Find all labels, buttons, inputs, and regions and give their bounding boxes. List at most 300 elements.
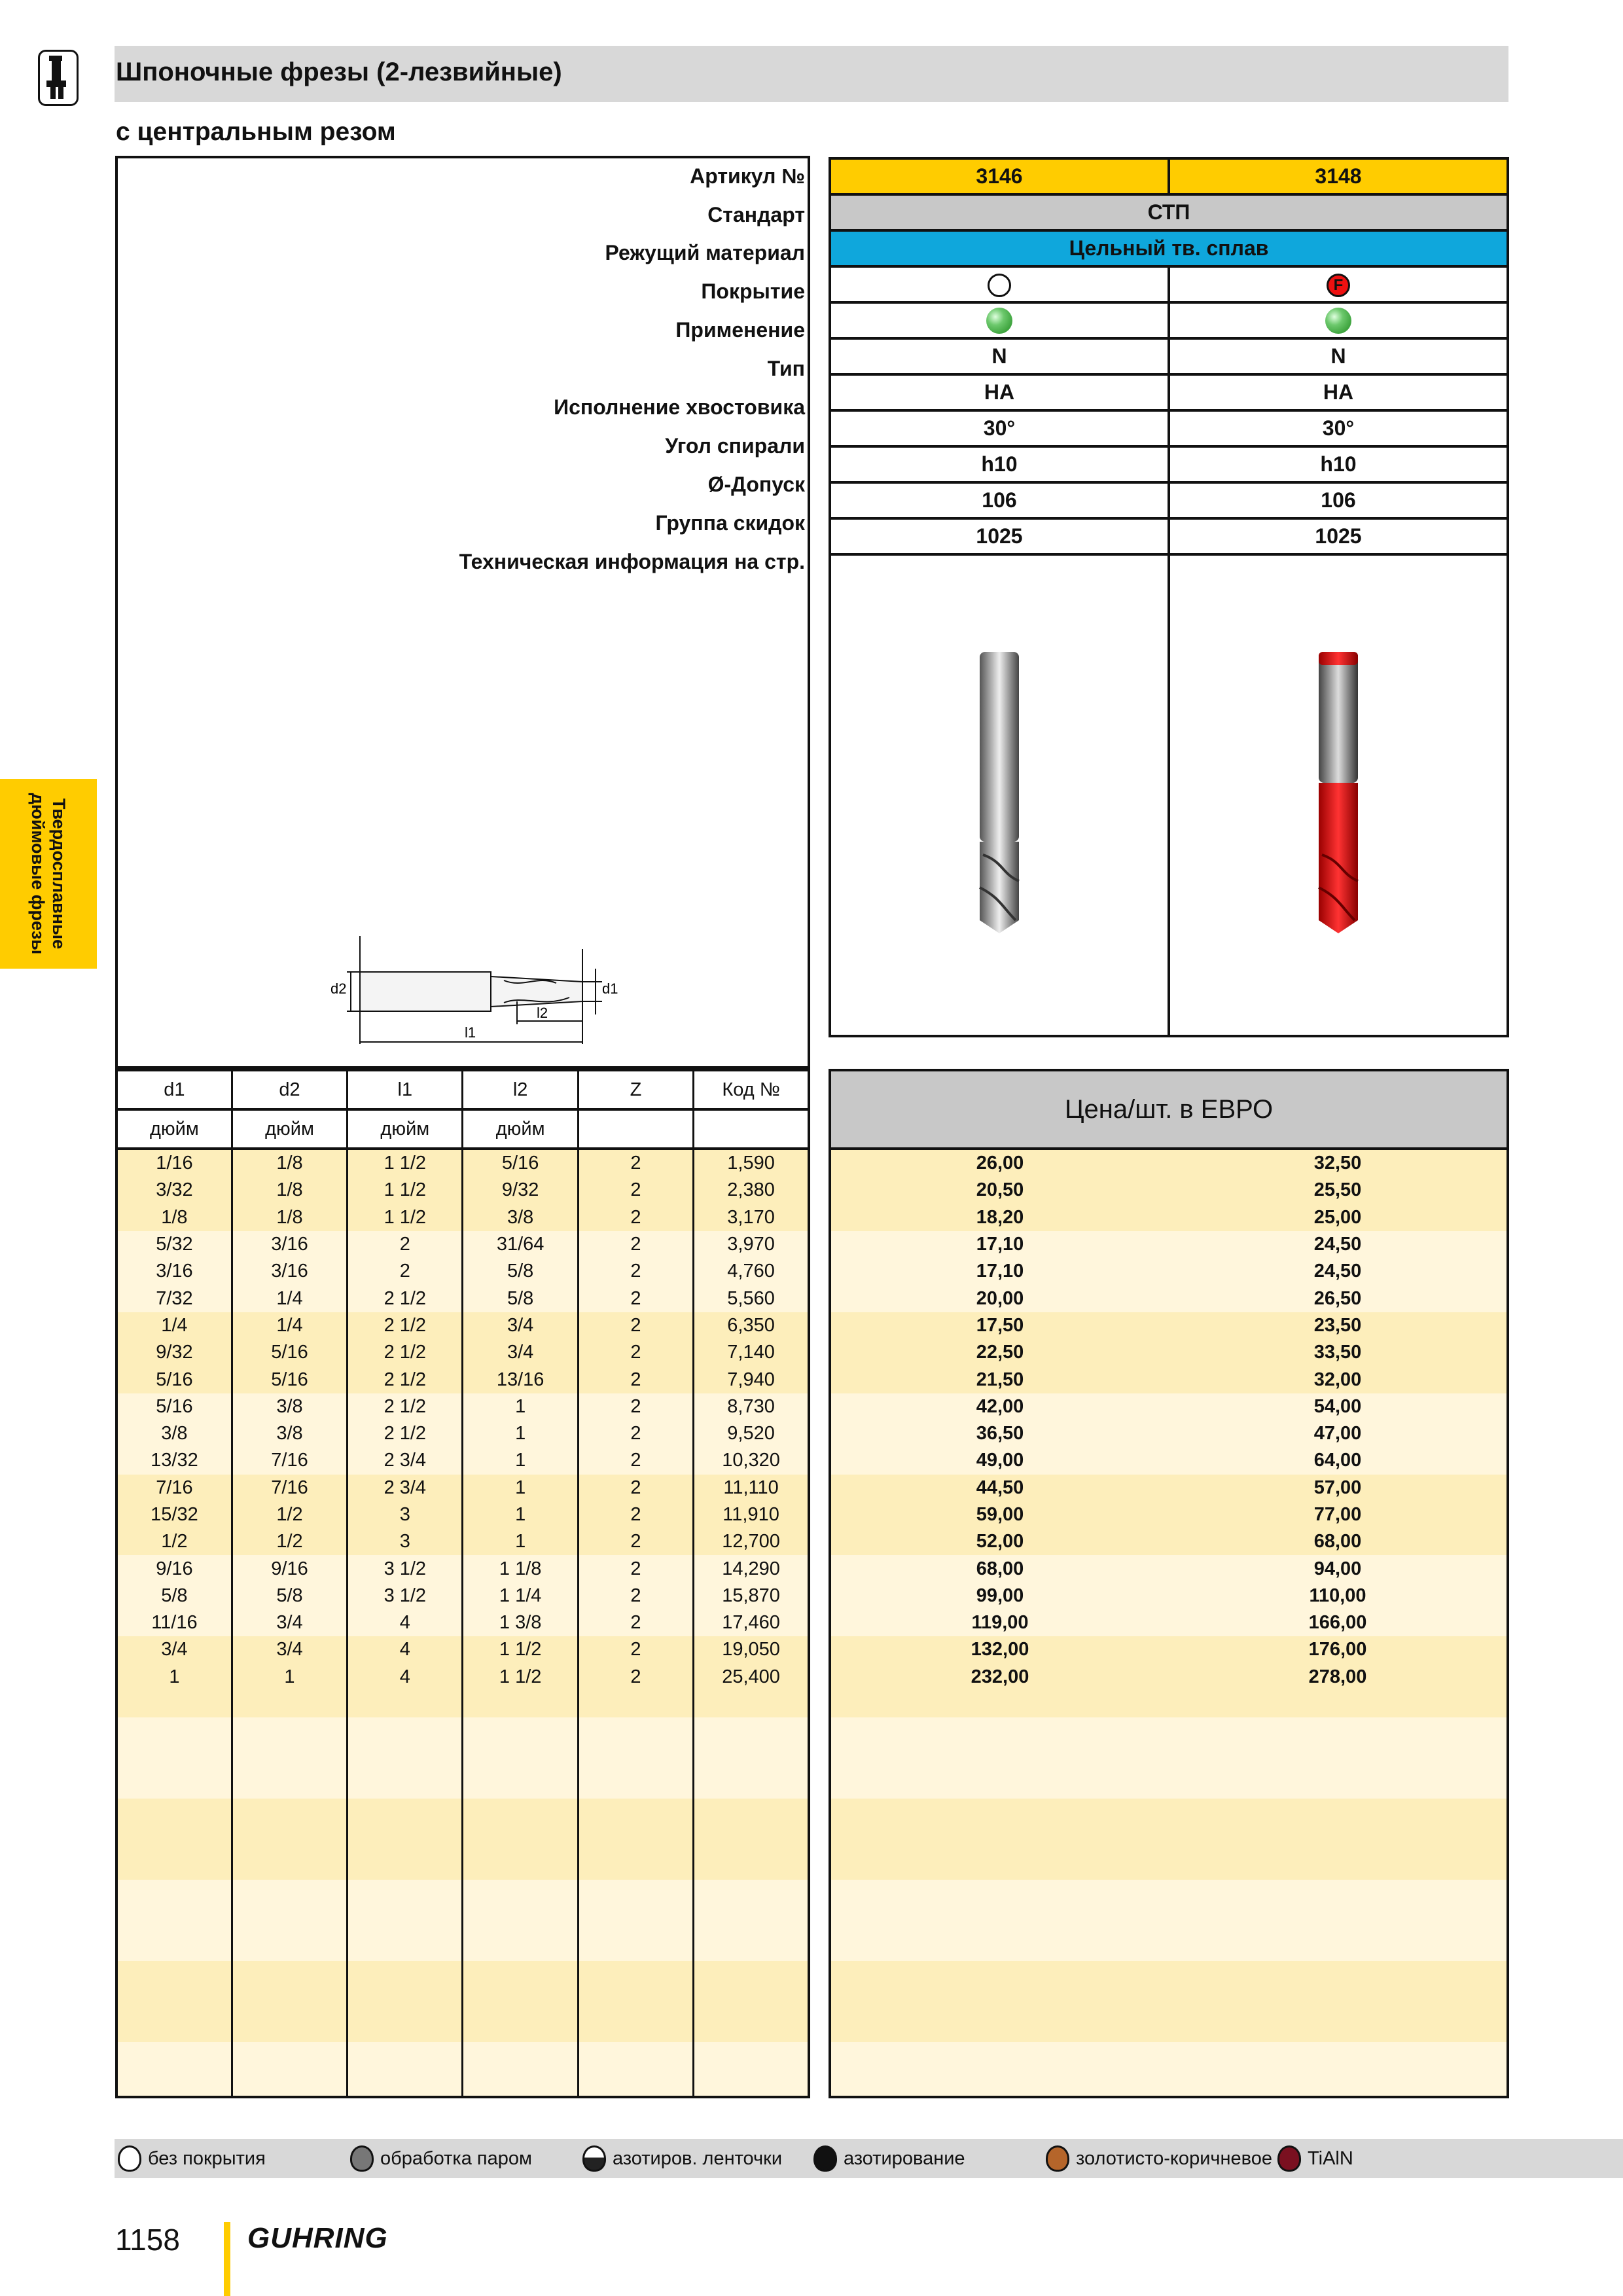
price-row (830, 1366, 1508, 1393)
price-cell (830, 1799, 1169, 1825)
price-cell: 176,00 (1169, 1636, 1508, 1663)
table-cell (116, 1880, 232, 1907)
table-cell: 12,700 (694, 1528, 809, 1555)
table-cell: 2 (578, 1231, 693, 1258)
price-cell: 26,50 (1169, 1285, 1508, 1312)
table-cell (116, 1907, 232, 1933)
table-cell: 3/4 (116, 1636, 232, 1663)
price-cell (1169, 2069, 1508, 2097)
tolerance-value: h10 (1169, 446, 1508, 482)
table-cell (578, 1853, 693, 1880)
table-cell (578, 1961, 693, 1988)
table-cell (232, 1717, 347, 1744)
table-cell (232, 1934, 347, 1961)
table-cell (116, 2069, 232, 2097)
table-cell: 3,170 (694, 1204, 809, 1231)
price-cell: 278,00 (1169, 1664, 1508, 1691)
price-cell (1169, 1988, 1508, 2015)
price-cell: 59,00 (830, 1501, 1169, 1528)
table-row (116, 1745, 809, 1772)
price-cell (830, 1691, 1169, 1717)
table-cell (232, 1772, 347, 1799)
table-cell (348, 1880, 463, 1907)
price-table (829, 1069, 1509, 2098)
table-cell (694, 1934, 809, 1961)
price-row (830, 1231, 1508, 1258)
price-cell: 17,10 (830, 1258, 1169, 1285)
table-cell: 2 1/2 (348, 1366, 463, 1393)
price-cell: 33,50 (1169, 1339, 1508, 1366)
table-cell: 5/8 (463, 1285, 578, 1312)
table-row (116, 1258, 809, 1285)
table-row (116, 1988, 809, 2015)
table-cell (116, 1691, 232, 1717)
table-cell: 3/8 (463, 1204, 578, 1231)
table-cell: 1 (463, 1393, 578, 1420)
table-cell (463, 1825, 578, 1852)
table-cell: 1 (116, 1664, 232, 1691)
table-cell (232, 1745, 347, 1772)
price-row (830, 1636, 1508, 1663)
table-cell (578, 1880, 693, 1907)
table-row (116, 1853, 809, 1880)
price-cell (1169, 1772, 1508, 1799)
table-cell: 1 (232, 1664, 347, 1691)
price-cell: 24,50 (1169, 1258, 1508, 1285)
price-cell: 99,00 (830, 1583, 1169, 1609)
table-cell: 1/2 (232, 1501, 347, 1528)
table-cell: 3/4 (463, 1339, 578, 1366)
price-cell (1169, 1880, 1508, 1907)
table-cell: 2 (578, 1555, 693, 1582)
table-cell: 3/16 (116, 1258, 232, 1285)
table-cell: 3/8 (232, 1393, 347, 1420)
label-d2: d2 (330, 980, 347, 997)
table-cell: 2 3/4 (348, 1475, 463, 1501)
price-row (830, 1583, 1508, 1609)
table-cell: 5/16 (116, 1393, 232, 1420)
table-cell: 2 (578, 1366, 693, 1393)
price-row (830, 1664, 1508, 1691)
table-cell (463, 1988, 578, 2015)
legend-item: золотисто-коричневое (1046, 2145, 1272, 2172)
label-l2: l2 (537, 1005, 548, 1021)
table-cell: 17,460 (694, 1609, 809, 1636)
table-cell (232, 1799, 347, 1825)
table-cell (694, 1799, 809, 1825)
table-cell: 2 (578, 1393, 693, 1420)
product-image-row (830, 554, 1508, 1036)
dimensions-header-row (116, 1070, 809, 1109)
section-side-tab-label: Твердосплавные дюймовые фрезы (28, 793, 69, 955)
table-cell (232, 1880, 347, 1907)
table-cell: 1/8 (232, 1149, 347, 1177)
price-row (830, 1528, 1508, 1555)
spec-label-type: Тип (767, 357, 805, 380)
table-cell (694, 1825, 809, 1852)
table-cell (578, 1745, 693, 1772)
table-cell: 3/8 (116, 1420, 232, 1447)
table-cell: 2 (578, 1664, 693, 1691)
price-cell (1169, 1907, 1508, 1933)
table-cell: 19,050 (694, 1636, 809, 1663)
table-row (116, 1475, 809, 1501)
table-cell (463, 1853, 578, 1880)
table-cell: 1 (463, 1475, 578, 1501)
price-header-row (830, 1070, 1508, 1149)
table-cell (232, 1825, 347, 1852)
table-cell: 11,110 (694, 1475, 809, 1501)
spec-label-discount: Группа скидок (655, 511, 805, 535)
table-cell: 1/2 (116, 1528, 232, 1555)
price-cell (1169, 1934, 1508, 1961)
table-cell: 1 (463, 1528, 578, 1555)
table-cell: 2 1/2 (348, 1420, 463, 1447)
table-row (116, 1149, 809, 1177)
table-row (116, 1880, 809, 1907)
table-cell: 14,290 (694, 1555, 809, 1582)
table-cell (348, 1799, 463, 1825)
price-cell: 23,50 (1169, 1312, 1508, 1339)
price-cell (1169, 1799, 1508, 1825)
coating-f-icon: F (1327, 274, 1350, 297)
table-cell (348, 1691, 463, 1717)
table-cell: 11/16 (116, 1609, 232, 1636)
shank-value: HA (1169, 374, 1508, 410)
price-row (830, 1501, 1508, 1528)
price-cell: 25,50 (1169, 1177, 1508, 1204)
price-row (830, 1880, 1508, 1907)
price-cell: 52,00 (830, 1528, 1169, 1555)
price-cell (830, 1853, 1169, 1880)
table-cell: 2 (578, 1609, 693, 1636)
price-row (830, 1745, 1508, 1772)
table-cell (463, 2015, 578, 2042)
shank-row (830, 374, 1508, 410)
table-cell: 5/16 (232, 1366, 347, 1393)
price-cell (1169, 1691, 1508, 1717)
price-row (830, 2015, 1508, 2042)
table-row (116, 1609, 809, 1636)
table-cell: 9/16 (232, 1555, 347, 1582)
price-cell: 26,00 (830, 1149, 1169, 1177)
price-cell (830, 1825, 1169, 1852)
price-cell: 68,00 (1169, 1528, 1508, 1555)
spec-label-application: Применение (675, 318, 805, 342)
price-cell: 77,00 (1169, 1501, 1508, 1528)
table-cell (232, 2015, 347, 2042)
table-cell: 2 (578, 1475, 693, 1501)
spec-label-article: Артикул № (690, 164, 805, 188)
table-cell: 3/32 (116, 1177, 232, 1204)
column-header: d1 (116, 1070, 232, 1109)
price-row (830, 1961, 1508, 1988)
spec-label-tolerance: Ø-Допуск (707, 473, 805, 496)
no-coating-icon (118, 2145, 141, 2172)
table-cell: 3/16 (232, 1231, 347, 1258)
table-cell: 3,970 (694, 1231, 809, 1258)
table-cell: 6,350 (694, 1312, 809, 1339)
table-cell (116, 1961, 232, 1988)
price-row (830, 1825, 1508, 1852)
price-cell (830, 2042, 1169, 2069)
price-cell: 25,00 (1169, 1204, 1508, 1231)
legend-item: азотирование (813, 2145, 965, 2172)
table-cell: 2 1/2 (348, 1339, 463, 1366)
price-row (830, 1988, 1508, 2015)
table-cell (578, 2042, 693, 2069)
table-cell: 2 1/2 (348, 1285, 463, 1312)
table-cell: 2 (578, 1204, 693, 1231)
table-cell: 5/16 (463, 1149, 578, 1177)
table-cell (348, 1717, 463, 1744)
label-l1: l1 (465, 1024, 476, 1041)
steam-treatment-icon (350, 2145, 374, 2172)
table-cell: 2 (578, 1583, 693, 1609)
table-cell: 9,520 (694, 1420, 809, 1447)
price-cell: 132,00 (830, 1636, 1169, 1663)
table-cell: 25,400 (694, 1664, 809, 1691)
discount-row (830, 482, 1508, 518)
page-title: Шпоночные фрезы (2-лезвийные) (116, 58, 562, 86)
table-row (116, 1907, 809, 1933)
table-cell: 2 (578, 1501, 693, 1528)
legend-item: обработка паром (350, 2145, 532, 2172)
helix-value: 30° (1169, 410, 1508, 446)
table-cell: 1 1/8 (463, 1555, 578, 1582)
table-cell: 1 (463, 1501, 578, 1528)
table-cell (694, 1691, 809, 1717)
table-row (116, 1934, 809, 1961)
price-row (830, 1555, 1508, 1582)
price-row (830, 1312, 1508, 1339)
price-cell (830, 1961, 1169, 1988)
unit-label: дюйм (116, 1109, 232, 1149)
table-row (116, 1339, 809, 1366)
price-row (830, 1934, 1508, 1961)
price-cell (1169, 2015, 1508, 2042)
table-cell: 2 3/4 (348, 1447, 463, 1474)
table-cell: 1/8 (232, 1177, 347, 1204)
price-cell: 17,50 (830, 1312, 1169, 1339)
table-cell: 5/8 (463, 1258, 578, 1285)
table-cell (116, 1799, 232, 1825)
table-cell (694, 1853, 809, 1880)
table-cell (463, 1880, 578, 1907)
spec-label-tech-page: Техническая информация на стр. (459, 550, 805, 573)
table-row (116, 1177, 809, 1204)
application-green-dot-icon (986, 308, 1012, 334)
price-cell (1169, 2042, 1508, 2069)
price-cell: 232,00 (830, 1664, 1169, 1691)
table-cell: 2 (348, 1258, 463, 1285)
table-cell (578, 1907, 693, 1933)
column-header: Z (578, 1070, 693, 1109)
brand-wordmark: GUHRING (247, 2222, 388, 2254)
product-image-cell (1169, 554, 1508, 1036)
table-cell (694, 1717, 809, 1744)
table-row (116, 1447, 809, 1474)
table-cell (463, 1961, 578, 1988)
table-cell: 9/32 (116, 1339, 232, 1366)
helix-value: 30° (830, 410, 1169, 446)
table-cell (463, 1799, 578, 1825)
table-cell (348, 1988, 463, 2015)
table-row (116, 1555, 809, 1582)
table-cell: 1/4 (116, 1312, 232, 1339)
helix-row (830, 410, 1508, 446)
spec-label-coating: Покрытие (701, 279, 805, 303)
table-cell: 1 1/2 (348, 1177, 463, 1204)
price-cell: 21,50 (830, 1366, 1169, 1393)
table-cell (232, 1988, 347, 2015)
table-cell (578, 1691, 693, 1717)
label-d1: d1 (602, 980, 618, 997)
price-cell: 49,00 (830, 1447, 1169, 1474)
table-cell: 13/16 (463, 1366, 578, 1393)
shank-value: HA (830, 374, 1169, 410)
table-cell (578, 2015, 693, 2042)
application-cell (830, 302, 1169, 338)
nitriding-icon (813, 2145, 837, 2172)
table-row (116, 1528, 809, 1555)
table-cell: 7/32 (116, 1285, 232, 1312)
table-row (116, 1691, 809, 1717)
table-cell (232, 1691, 347, 1717)
dimensions-table (115, 1069, 810, 2098)
table-cell (116, 1745, 232, 1772)
no-coating-icon (988, 274, 1011, 297)
table-cell: 5,560 (694, 1285, 809, 1312)
table-cell (232, 1907, 347, 1933)
table-cell: 3 1/2 (348, 1583, 463, 1609)
table-row (116, 2069, 809, 2097)
type-value: N (1169, 338, 1508, 374)
table-cell (578, 1799, 693, 1825)
table-cell: 31/64 (463, 1231, 578, 1258)
table-cell: 4 (348, 1609, 463, 1636)
spec-label-standard: Стандарт (707, 203, 805, 226)
tolerance-value: h10 (830, 446, 1169, 482)
table-cell: 2 (578, 1149, 693, 1177)
table-cell (578, 1934, 693, 1961)
tolerance-row (830, 446, 1508, 482)
price-cell: 36,50 (830, 1420, 1169, 1447)
price-cell (1169, 1717, 1508, 1744)
table-row (116, 2042, 809, 2069)
column-header: Код № (694, 1070, 809, 1109)
unit-label: дюйм (232, 1109, 347, 1149)
table-cell: 4 (348, 1664, 463, 1691)
table-cell (232, 1961, 347, 1988)
table-cell (694, 1880, 809, 1907)
end-mill-uncoated-image (963, 645, 1035, 940)
table-cell (694, 2015, 809, 2042)
table-cell: 2 (578, 1312, 693, 1339)
price-cell (830, 1988, 1169, 2015)
table-cell: 9/16 (116, 1555, 232, 1582)
table-row (116, 1420, 809, 1447)
price-cell: 44,50 (830, 1475, 1169, 1501)
table-cell (578, 1717, 693, 1744)
price-row (830, 1475, 1508, 1501)
price-row (830, 1609, 1508, 1636)
table-cell (116, 1934, 232, 1961)
table-cell: 10,320 (694, 1447, 809, 1474)
price-row (830, 1907, 1508, 1933)
price-cell: 64,00 (1169, 1447, 1508, 1474)
table-cell: 3 (348, 1528, 463, 1555)
table-cell: 1,590 (694, 1149, 809, 1177)
price-cell: 17,10 (830, 1231, 1169, 1258)
table-row (116, 1825, 809, 1852)
price-cell: 42,00 (830, 1393, 1169, 1420)
table-row (116, 1636, 809, 1663)
table-cell: 7/16 (232, 1475, 347, 1501)
table-cell: 13/32 (116, 1447, 232, 1474)
page-subtitle: с центральным резом (116, 118, 396, 146)
coating-cell (830, 266, 1169, 302)
table-cell (694, 1745, 809, 1772)
table-cell (232, 1853, 347, 1880)
table-cell: 2 1/2 (348, 1312, 463, 1339)
price-cell (830, 1717, 1169, 1744)
price-row (830, 1717, 1508, 1744)
nitrided-lands-icon (582, 2145, 606, 2172)
table-cell: 15,870 (694, 1583, 809, 1609)
price-cell: 54,00 (1169, 1393, 1508, 1420)
table-cell: 3/4 (232, 1609, 347, 1636)
table-cell (116, 1825, 232, 1852)
tool-dimension-drawing (308, 929, 635, 1060)
unit-label (578, 1109, 693, 1149)
table-cell: 2 (578, 1285, 693, 1312)
table-cell (348, 1745, 463, 1772)
price-cell (1169, 1961, 1508, 1988)
table-cell: 2 1/2 (348, 1393, 463, 1420)
table-cell (116, 1988, 232, 2015)
table-cell (694, 1988, 809, 2015)
tech-page-row (830, 518, 1508, 554)
table-row (116, 1664, 809, 1691)
table-row (116, 1231, 809, 1258)
column-header: l2 (463, 1070, 578, 1109)
table-cell (348, 1934, 463, 1961)
legend-item: TiAlN (1277, 2145, 1353, 2172)
table-row (116, 1961, 809, 1988)
table-cell: 1/8 (232, 1204, 347, 1231)
table-row (116, 1285, 809, 1312)
tech-page-value: 1025 (830, 518, 1169, 554)
gold-brown-coating-icon (1046, 2145, 1069, 2172)
price-cell: 20,00 (830, 1285, 1169, 1312)
table-cell: 11,910 (694, 1501, 809, 1528)
price-row (830, 1853, 1508, 1880)
price-cell (830, 1880, 1169, 1907)
table-cell: 1/2 (232, 1528, 347, 1555)
price-row (830, 1799, 1508, 1825)
price-row (830, 2042, 1508, 2069)
table-cell (463, 1691, 578, 1717)
price-cell: 18,20 (830, 1204, 1169, 1231)
table-cell: 7/16 (116, 1475, 232, 1501)
table-cell (694, 2069, 809, 2097)
table-cell (578, 1988, 693, 2015)
table-cell (463, 1772, 578, 1799)
spec-table (829, 157, 1509, 1037)
table-cell: 2 (578, 1447, 693, 1474)
price-cell (830, 1907, 1169, 1933)
